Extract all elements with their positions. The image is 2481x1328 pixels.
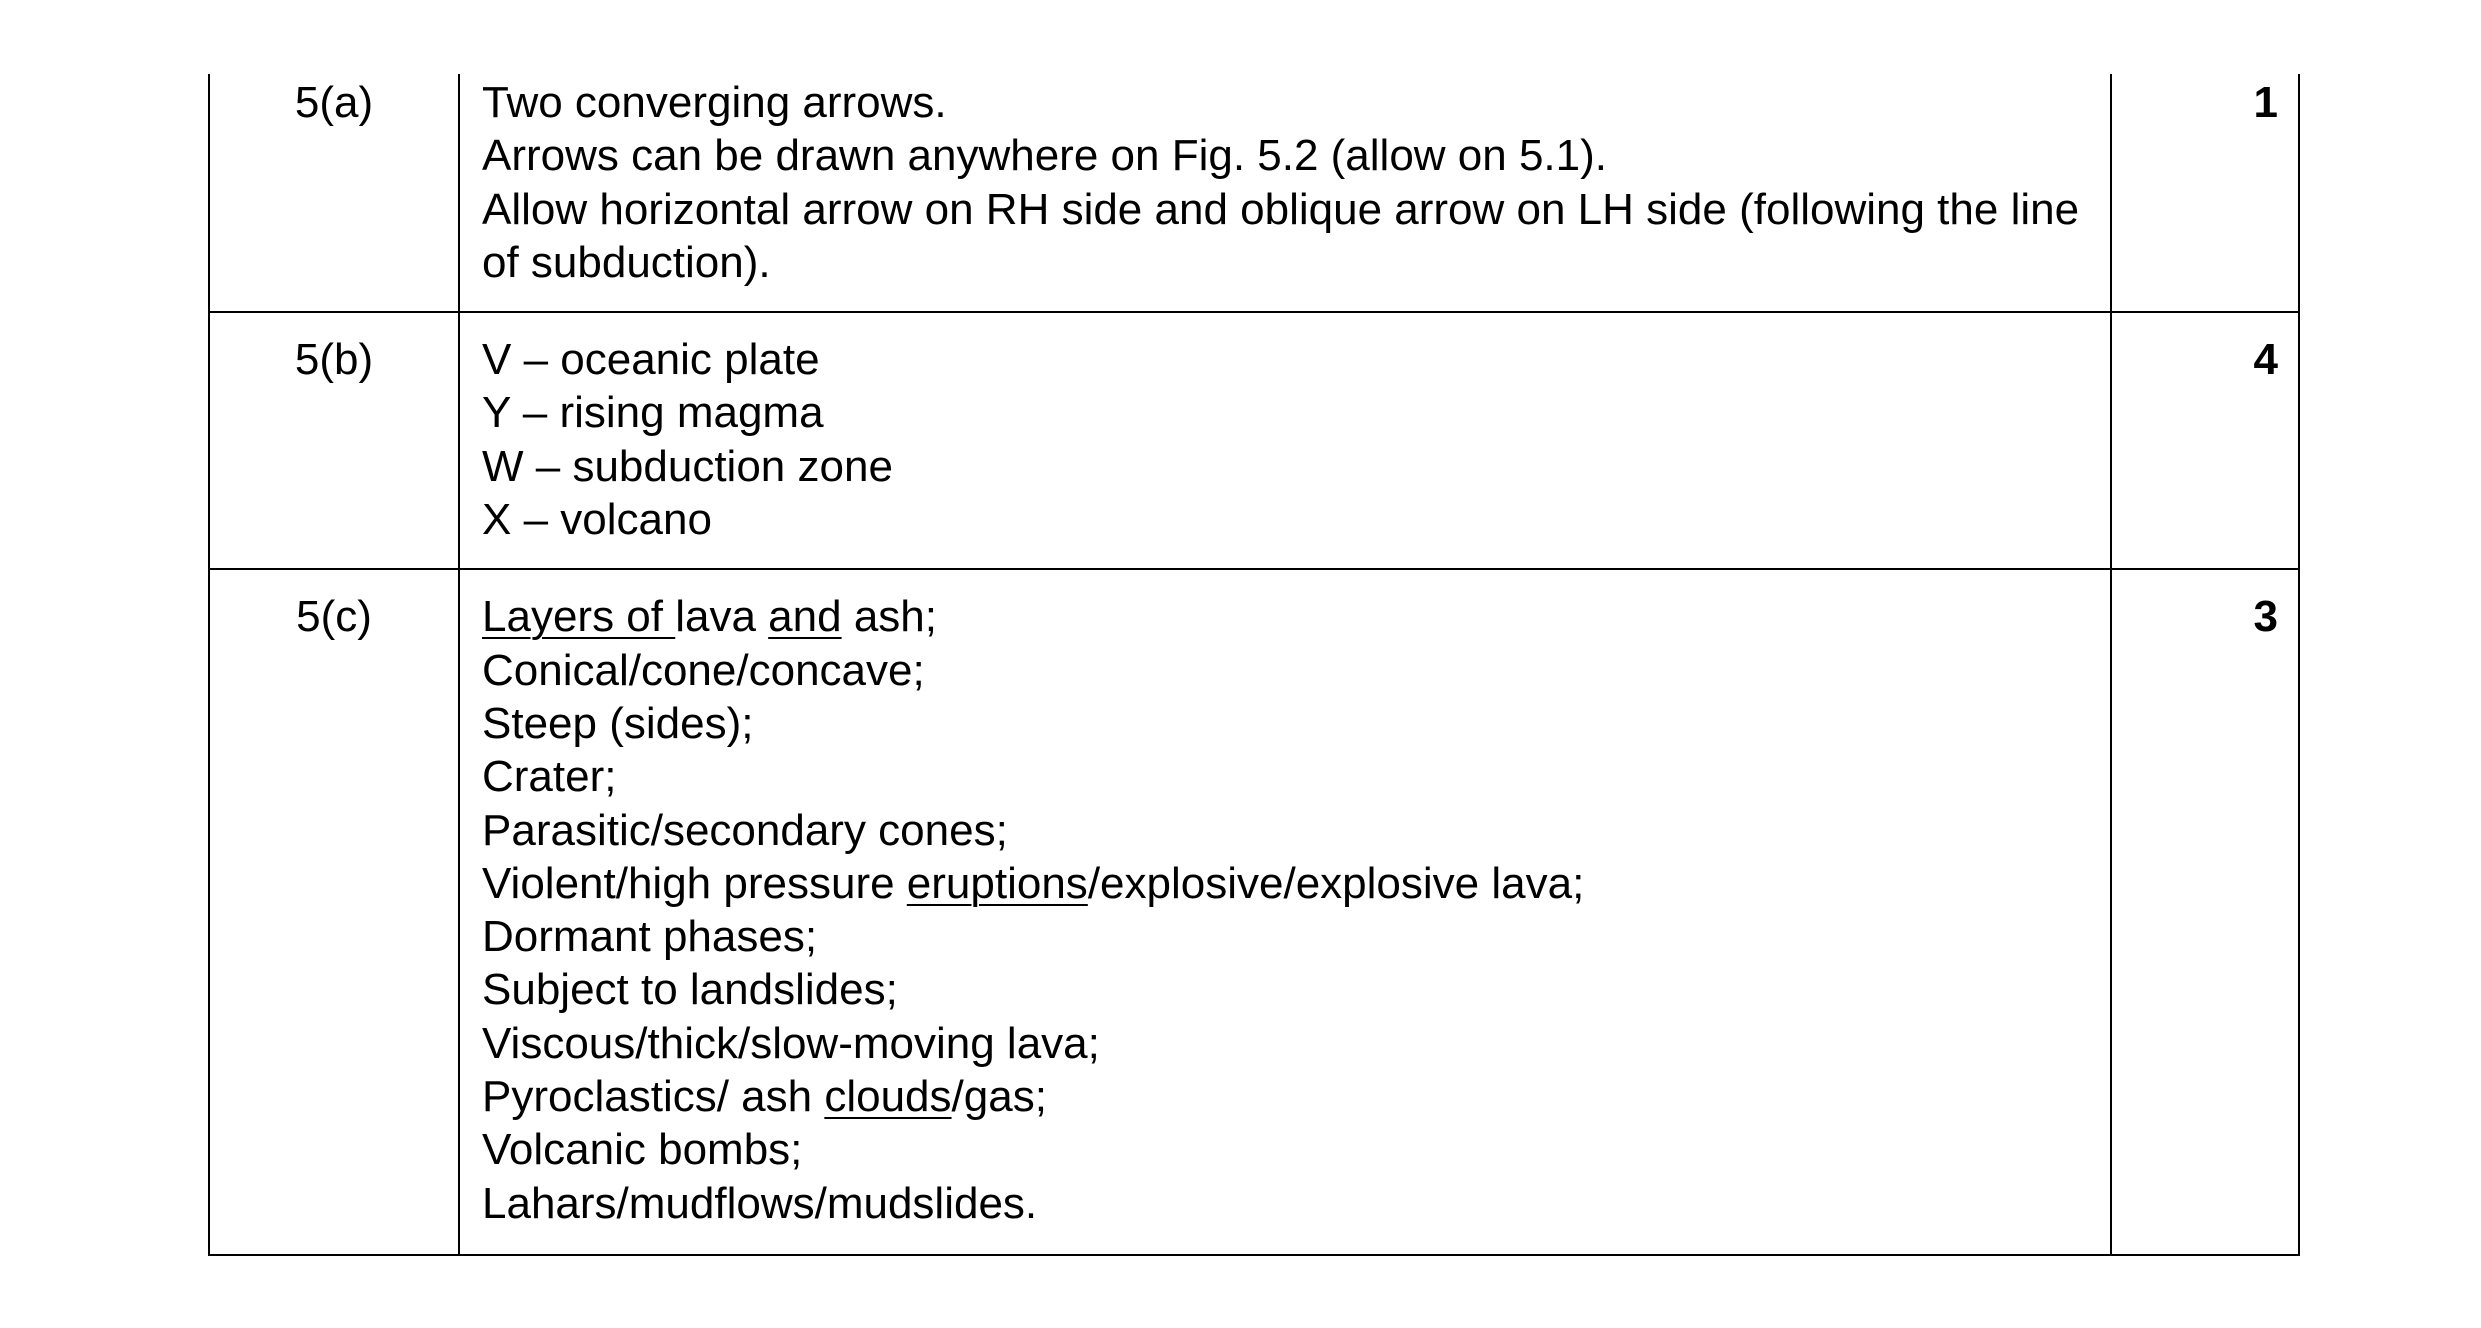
answer-cell xyxy=(459,74,2111,312)
answer-line: Dormant phases; xyxy=(482,912,818,962)
answer-text: Violent/high pressure xyxy=(482,858,907,908)
question-number: 5(c) xyxy=(209,569,459,1255)
answer-line: Two converging arrows. xyxy=(482,78,947,127)
marks-value: 3 xyxy=(2111,569,2299,1255)
answer-text: /gas; xyxy=(951,1072,1047,1122)
answer-line: Subject to landslides; xyxy=(482,965,898,1015)
answer-line xyxy=(482,1070,2090,1123)
answer-cell xyxy=(459,569,2111,1255)
table-row xyxy=(209,569,2299,1255)
answer-line: Y – rising magma xyxy=(482,388,824,438)
table-row xyxy=(209,312,2299,569)
answer-cell xyxy=(459,312,2111,569)
answer-text: ash; xyxy=(841,592,937,642)
answer-line: W – subduction zone xyxy=(482,441,893,491)
answer-line: Parasitic/secondary cones; xyxy=(482,805,1008,855)
answer-line: Crater; xyxy=(482,752,617,802)
answer-line: Arrows can be drawn anywhere on Fig. 5.2 (allow on 5.1). xyxy=(482,131,1608,181)
answer-line: Conical/cone/concave; xyxy=(482,645,925,695)
question-number: 5(a) xyxy=(209,74,459,312)
answer-line: X – volcano xyxy=(482,495,712,545)
table-row xyxy=(209,74,2299,312)
question-number: 5(b) xyxy=(209,312,459,569)
answer-line: Allow horizontal arrow on RH side and oblique arrow on LH side (following the line of subduction). xyxy=(482,184,2080,287)
underlined-text: Layers of xyxy=(482,592,676,642)
answer-line: Volcanic bombs; xyxy=(482,1125,803,1175)
underlined-text: and xyxy=(768,592,842,642)
marks-value: 1 xyxy=(2111,74,2299,312)
answer-line: Steep (sides); xyxy=(482,698,754,748)
underlined-text: clouds xyxy=(824,1072,952,1122)
marks-value: 4 xyxy=(2111,312,2299,569)
answer-text: Pyroclastics/ ash xyxy=(482,1072,825,1122)
answer-line xyxy=(482,857,2090,910)
answer-text: /explosive/explosive lava; xyxy=(1087,858,1585,908)
answer-line: Lahars/mudflows/mudslides. xyxy=(482,1178,1038,1228)
answer-text: lava xyxy=(675,592,769,642)
answer-line: V – oceanic plate xyxy=(482,335,820,385)
mark-scheme-table xyxy=(208,74,2300,1256)
answer-line xyxy=(482,590,2090,643)
answer-line: Viscous/thick/slow-moving lava; xyxy=(482,1018,1100,1068)
underlined-text: eruptions xyxy=(906,858,1088,908)
